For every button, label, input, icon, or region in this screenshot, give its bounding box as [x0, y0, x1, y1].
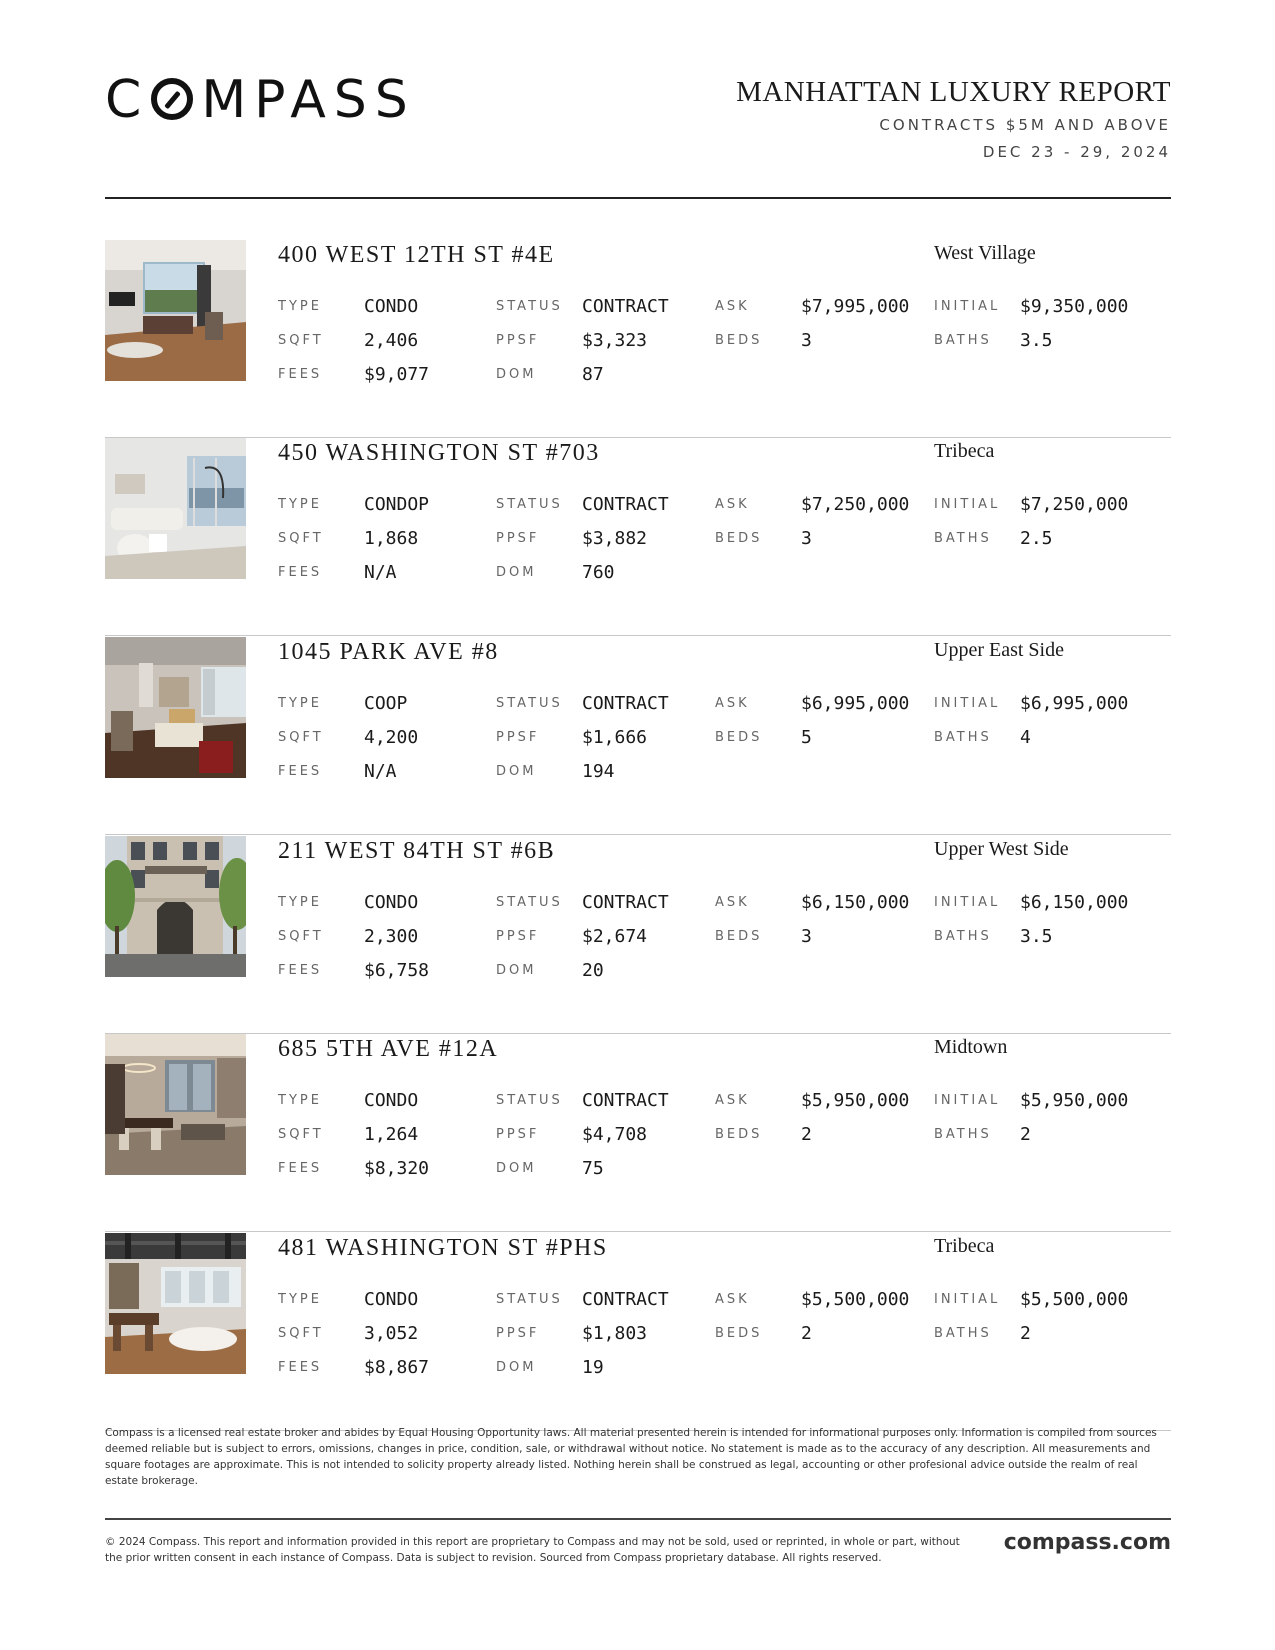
ppsf-label: PPSF	[496, 929, 540, 944]
sqft-value: 2,300	[364, 926, 419, 947]
ppsf-value: $1,803	[582, 1323, 648, 1344]
baths-value: 2	[1020, 1124, 1031, 1145]
beds-value: 5	[801, 727, 812, 748]
listing-row[interactable]	[105, 438, 1171, 636]
ppsf-value: $1,666	[582, 727, 648, 748]
status-label: STATUS	[496, 1093, 563, 1108]
fees-label: FEES	[278, 963, 323, 978]
ask-value: $6,995,000	[801, 693, 910, 714]
type-label: TYPE	[278, 497, 322, 512]
listing-photo[interactable]	[105, 438, 246, 579]
baths-value: 3.5	[1020, 330, 1053, 351]
fees-value: N/A	[364, 562, 397, 583]
baths-label: BATHS	[934, 929, 992, 944]
listing-photo[interactable]	[105, 240, 246, 381]
sqft-value: 1,868	[364, 528, 419, 549]
listing-address[interactable]: 1045 PARK AVE #8	[278, 639, 499, 665]
fees-label: FEES	[278, 1161, 323, 1176]
initial-label: INITIAL	[934, 895, 1001, 910]
initial-value: $5,500,000	[1020, 1289, 1129, 1310]
sqft-label: SQFT	[278, 333, 324, 348]
ppsf-value: $2,674	[582, 926, 648, 947]
ppsf-label: PPSF	[496, 333, 540, 348]
listing-photo[interactable]	[105, 836, 246, 977]
status-value: CONTRACT	[582, 296, 669, 317]
footer-copyright: © 2024 Compass. This report and information provided in this report are proprietary to Compass and may not be sold, used or reprinted, in whole or part, without the prior written consent in each instance of Compass. Data is subject to revision. Sourced from Compass proprietary database. All rights reserved.	[105, 1536, 960, 1564]
ask-value: $6,150,000	[801, 892, 910, 913]
baths-label: BATHS	[934, 531, 992, 546]
ask-label: ASK	[715, 497, 750, 512]
listing-address[interactable]: 481 WASHINGTON ST #PHS	[278, 1235, 608, 1261]
listing-neighborhood: Tribeca	[934, 1235, 995, 1257]
sqft-value: 1,264	[364, 1124, 419, 1145]
dom-value: 760	[582, 562, 615, 583]
type-label: TYPE	[278, 1093, 322, 1108]
sqft-value: 3,052	[364, 1323, 419, 1344]
initial-value: $6,995,000	[1020, 693, 1129, 714]
dom-value: 87	[582, 364, 604, 385]
listing-address[interactable]: 450 WASHINGTON ST #703	[278, 440, 600, 466]
type-label: TYPE	[278, 696, 322, 711]
listing-photo[interactable]	[105, 637, 246, 778]
type-label: TYPE	[278, 1292, 322, 1307]
footer-divider	[105, 1518, 1171, 1520]
ppsf-label: PPSF	[496, 730, 540, 745]
sqft-label: SQFT	[278, 1326, 324, 1341]
ask-value: $7,995,000	[801, 296, 910, 317]
report-subtitle: CONTRACTS $5M AND ABOVE	[879, 116, 1171, 134]
report-date-range: DEC 23 - 29, 2024	[982, 143, 1171, 161]
logo-text-end: MPASS	[201, 70, 416, 130]
listing-address[interactable]: 400 WEST 12TH ST #4E	[278, 242, 555, 268]
beds-label: BEDS	[715, 929, 763, 944]
listing-divider	[105, 635, 1171, 636]
initial-label: INITIAL	[934, 1292, 1001, 1307]
ask-label: ASK	[715, 696, 750, 711]
baths-value: 4	[1020, 727, 1031, 748]
beds-value: 2	[801, 1323, 812, 1344]
fees-value: $9,077	[364, 364, 430, 385]
dom-label: DOM	[496, 1360, 537, 1375]
listing-neighborhood: Tribeca	[934, 440, 995, 462]
dom-value: 19	[582, 1357, 604, 1378]
report-title: MANHATTAN LUXURY REPORT	[736, 76, 1171, 108]
status-value: CONTRACT	[582, 1289, 669, 1310]
listing-neighborhood: Midtown	[934, 1036, 1008, 1058]
ppsf-value: $4,708	[582, 1124, 648, 1145]
type-value: CONDO	[364, 1090, 419, 1111]
compass-o-icon	[151, 78, 193, 120]
listing-row[interactable]	[105, 1233, 1171, 1431]
initial-label: INITIAL	[934, 497, 1001, 512]
dom-value: 194	[582, 761, 615, 782]
status-label: STATUS	[496, 497, 563, 512]
fees-value: $8,320	[364, 1158, 430, 1179]
status-label: STATUS	[496, 895, 563, 910]
beds-label: BEDS	[715, 1127, 763, 1142]
initial-value: $6,150,000	[1020, 892, 1129, 913]
initial-value: $5,950,000	[1020, 1090, 1129, 1111]
ask-value: $5,950,000	[801, 1090, 910, 1111]
dom-label: DOM	[496, 1161, 537, 1176]
listing-neighborhood: West Village	[934, 242, 1036, 264]
baths-value: 2.5	[1020, 528, 1053, 549]
initial-value: $7,250,000	[1020, 494, 1129, 515]
sqft-label: SQFT	[278, 531, 324, 546]
listing-neighborhood: Upper West Side	[934, 838, 1069, 860]
ppsf-value: $3,882	[582, 528, 648, 549]
listing-address[interactable]: 211 WEST 84TH ST #6B	[278, 838, 556, 864]
type-label: TYPE	[278, 299, 322, 314]
fees-label: FEES	[278, 367, 323, 382]
ppsf-label: PPSF	[496, 531, 540, 546]
baths-label: BATHS	[934, 1127, 992, 1142]
dom-label: DOM	[496, 764, 537, 779]
dom-label: DOM	[496, 963, 537, 978]
baths-value: 2	[1020, 1323, 1031, 1344]
status-label: STATUS	[496, 1292, 563, 1307]
ask-label: ASK	[715, 299, 750, 314]
initial-value: $9,350,000	[1020, 296, 1129, 317]
ask-label: ASK	[715, 895, 750, 910]
beds-label: BEDS	[715, 730, 763, 745]
dom-value: 20	[582, 960, 604, 981]
fees-value: $8,867	[364, 1357, 430, 1378]
beds-value: 2	[801, 1124, 812, 1145]
sqft-value: 4,200	[364, 727, 419, 748]
listing-divider	[105, 834, 1171, 835]
beds-value: 3	[801, 330, 812, 351]
sqft-label: SQFT	[278, 730, 324, 745]
sqft-value: 2,406	[364, 330, 419, 351]
listing-neighborhood: Upper East Side	[934, 639, 1064, 661]
beds-value: 3	[801, 528, 812, 549]
baths-label: BATHS	[934, 730, 992, 745]
type-value: CONDOP	[364, 494, 430, 515]
fees-label: FEES	[278, 764, 323, 779]
status-value: CONTRACT	[582, 494, 669, 515]
footer-website-link[interactable]: compass.com	[1003, 1530, 1171, 1555]
status-value: CONTRACT	[582, 892, 669, 913]
ppsf-value: $3,323	[582, 330, 648, 351]
listing-row[interactable]	[105, 836, 1171, 1034]
ask-label: ASK	[715, 1292, 750, 1307]
sqft-label: SQFT	[278, 929, 324, 944]
ppsf-label: PPSF	[496, 1326, 540, 1341]
initial-label: INITIAL	[934, 696, 1001, 711]
status-value: CONTRACT	[582, 1090, 669, 1111]
compass-logo[interactable]	[105, 72, 416, 128]
baths-label: BATHS	[934, 1326, 992, 1341]
fees-label: FEES	[278, 565, 323, 580]
beds-label: BEDS	[715, 531, 763, 546]
fees-value: N/A	[364, 761, 397, 782]
ppsf-label: PPSF	[496, 1127, 540, 1142]
logo-text-start: C	[105, 70, 150, 130]
type-value: CONDO	[364, 296, 419, 317]
type-value: COOP	[364, 693, 408, 714]
status-label: STATUS	[496, 696, 563, 711]
type-value: CONDO	[364, 892, 419, 913]
initial-label: INITIAL	[934, 299, 1001, 314]
disclaimer-text: Compass is a licensed real estate broker and abides by Equal Housing Opportunity laws. All material presented herein is intended for informational purposes only. Information is compiled from sources deemed reliable but is subject to errors, omissions, changes in price, condition, sale, or withdrawal without notice. No statement is made as to the accuracy of any description. All measurements and square footages are approximate. This is not intended to solicity property already listed. Nothing herein shall be construed as legal, accounting or other profesional advice outside the realm of real estate brokerage.	[105, 1427, 1157, 1487]
initial-label: INITIAL	[934, 1093, 1001, 1108]
type-value: CONDO	[364, 1289, 419, 1310]
dom-value: 75	[582, 1158, 604, 1179]
status-value: CONTRACT	[582, 693, 669, 714]
beds-value: 3	[801, 926, 812, 947]
dom-label: DOM	[496, 367, 537, 382]
listing-row[interactable]	[105, 240, 1171, 438]
ask-label: ASK	[715, 1093, 750, 1108]
listing-row[interactable]	[105, 1034, 1171, 1232]
listing-address[interactable]: 685 5TH AVE #12A	[278, 1036, 499, 1062]
beds-label: BEDS	[715, 1326, 763, 1341]
status-label: STATUS	[496, 299, 563, 314]
beds-label: BEDS	[715, 333, 763, 348]
header-divider	[105, 197, 1171, 199]
listing-divider	[105, 1231, 1171, 1232]
fees-value: $6,758	[364, 960, 430, 981]
ask-value: $7,250,000	[801, 494, 910, 515]
listing-row[interactable]	[105, 637, 1171, 835]
sqft-label: SQFT	[278, 1127, 324, 1142]
baths-value: 3.5	[1020, 926, 1053, 947]
baths-label: BATHS	[934, 333, 992, 348]
type-label: TYPE	[278, 895, 322, 910]
dom-label: DOM	[496, 565, 537, 580]
listing-photo[interactable]	[105, 1034, 246, 1175]
ask-value: $5,500,000	[801, 1289, 910, 1310]
listing-photo[interactable]	[105, 1233, 246, 1374]
fees-label: FEES	[278, 1360, 323, 1375]
